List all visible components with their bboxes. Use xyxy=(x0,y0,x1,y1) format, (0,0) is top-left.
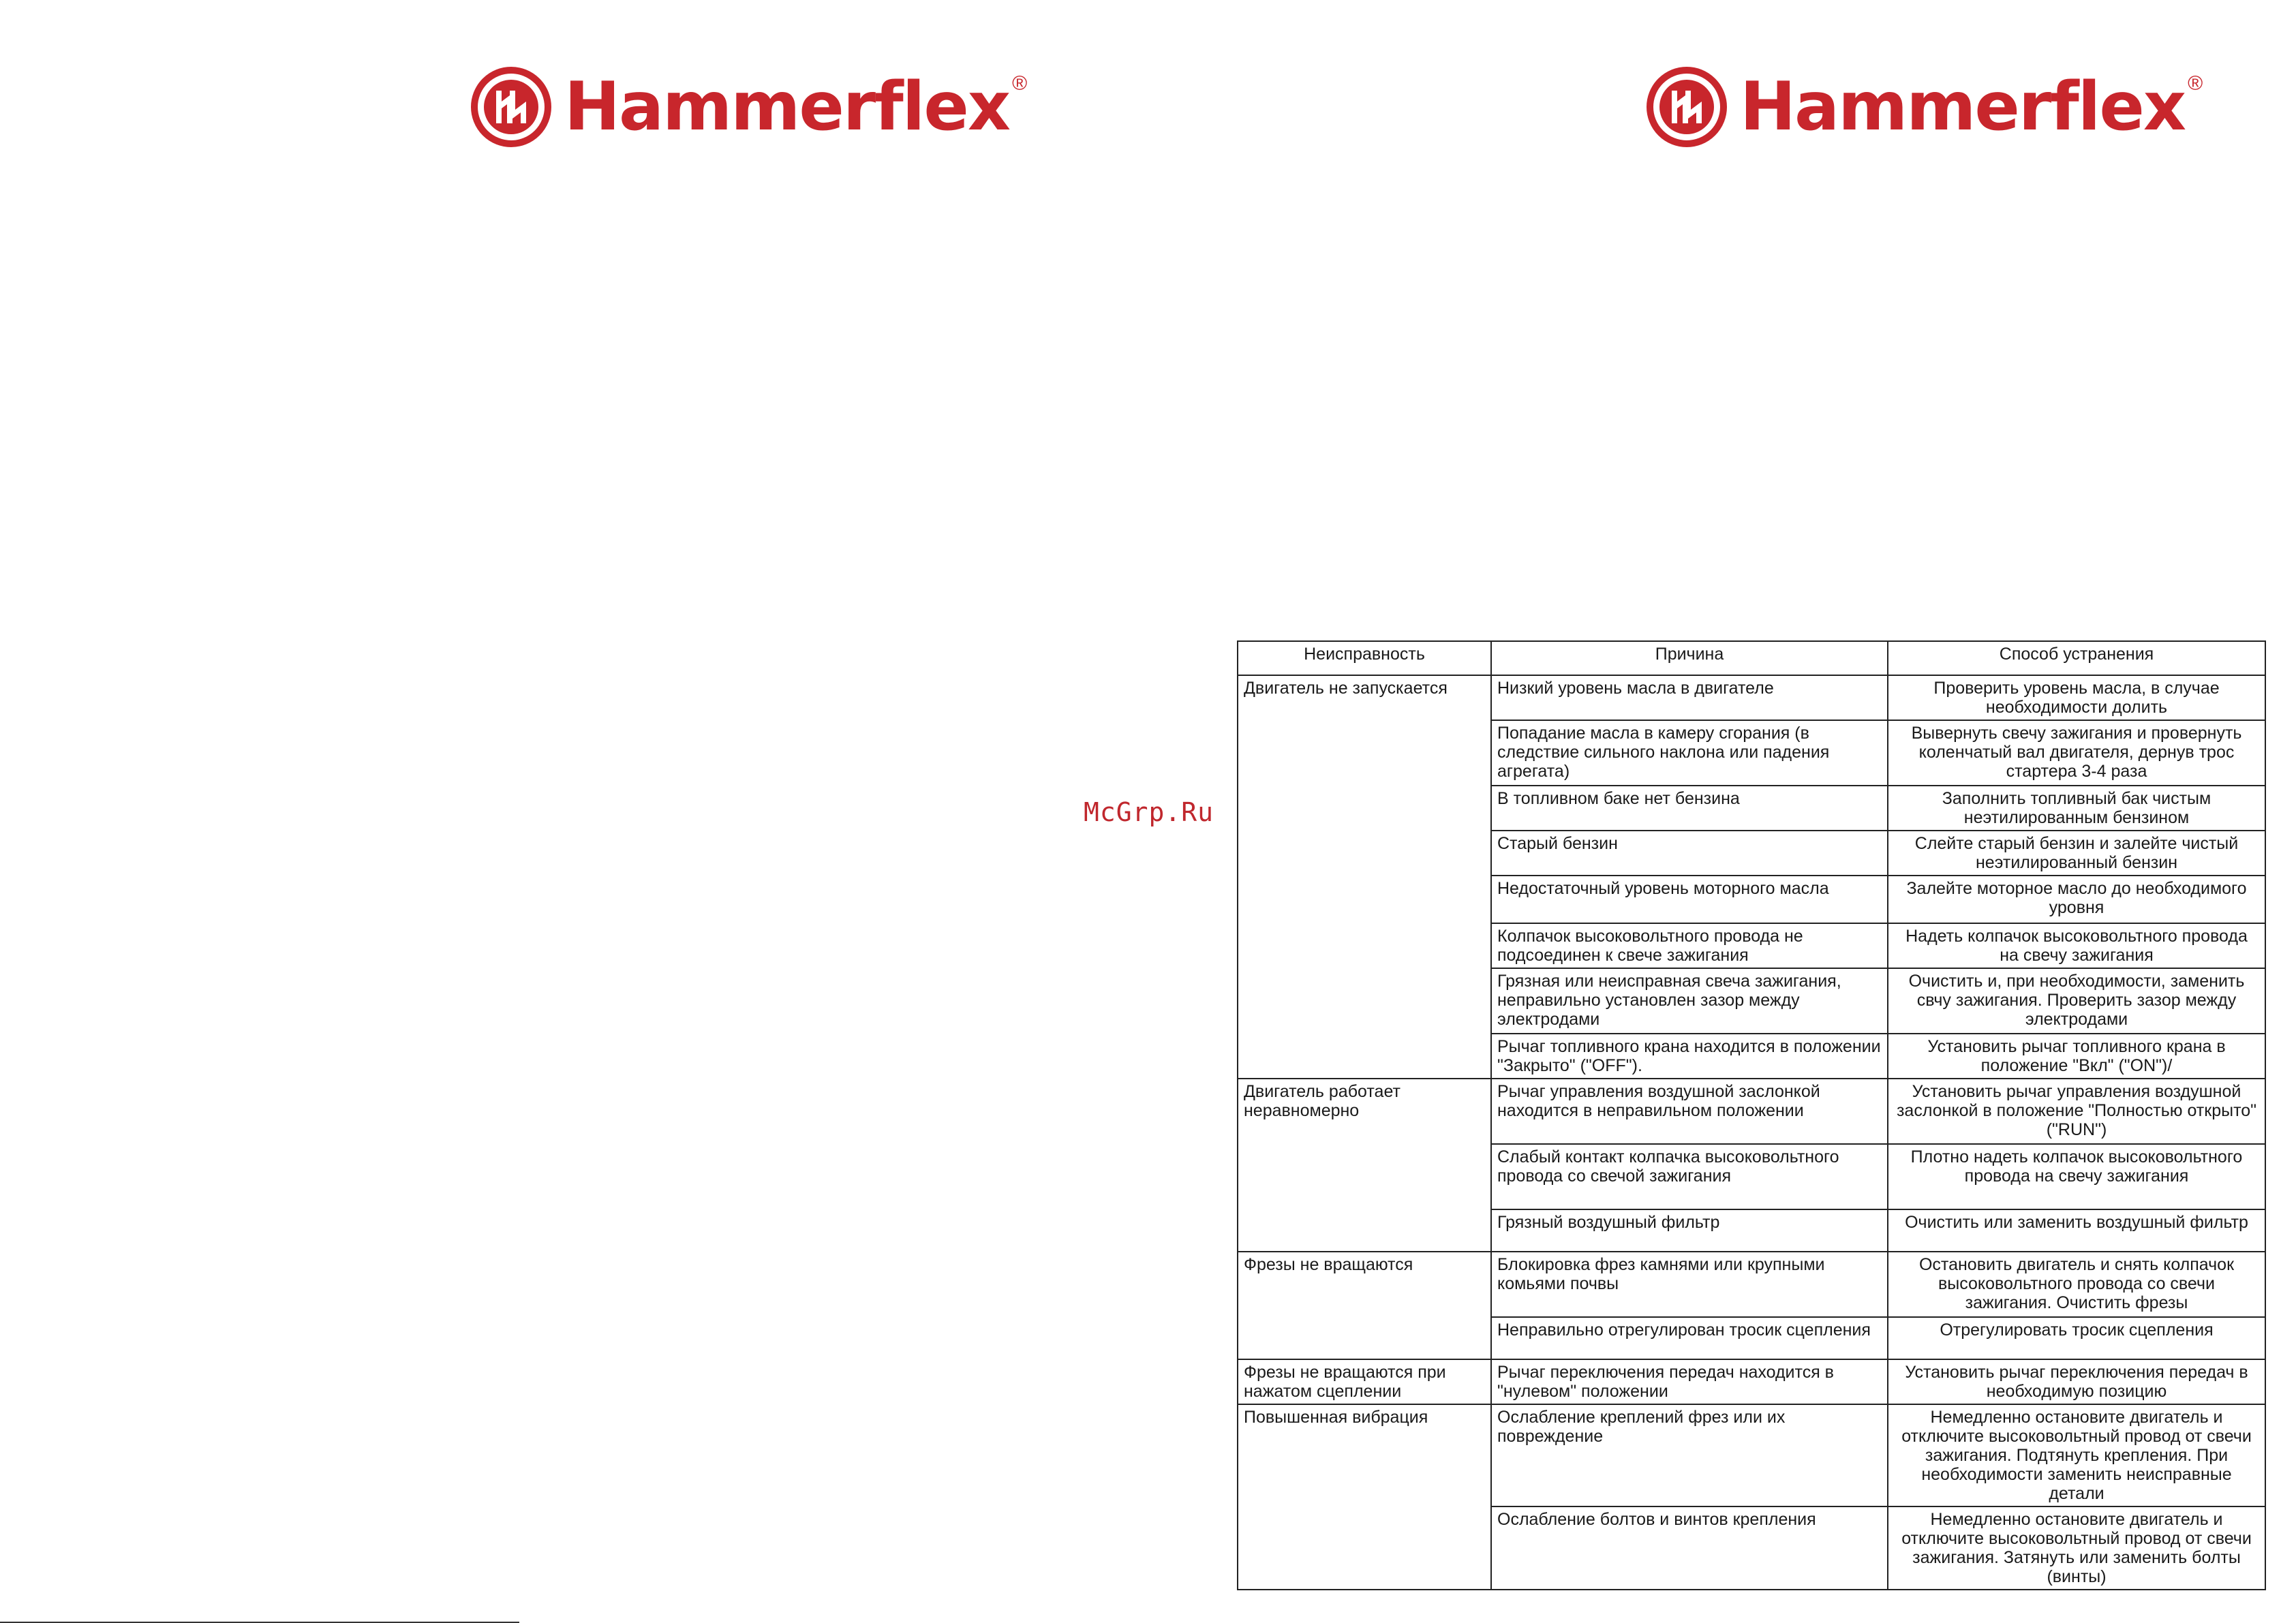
cause-cell: Рычаг топливного крана находится в положении "Закрыто" ("OFF"). xyxy=(1491,1034,1888,1079)
fix-cell: Очистить или заменить воздушный фильтр xyxy=(1888,1209,2265,1252)
fix-cell: Остановить двигатель и снять колпачок высоковольтного провода со свечи зажигания. Очистить фрезы xyxy=(1888,1252,2265,1317)
fix-cell: Слейте старый бензин и залейте чистый неэтилированный бензин xyxy=(1888,831,2265,876)
fix-cell: Вывернуть свечу зажигания и провернуть коленчатый вал двигателя, дернув трос стартера 3-4 раза xyxy=(1888,720,2265,786)
cause-cell: Ослабление креплений фрез или их повреждение xyxy=(1491,1404,1888,1506)
registered-mark: ® xyxy=(2188,72,2203,95)
cause-cell: Грязная или неисправная свеча зажигания, неправильно установлен зазор между электродами xyxy=(1491,968,1888,1034)
fix-cell: Очистить и, при необходимости, заменить свчу зажигания. Проверить зазор между электродами xyxy=(1888,968,2265,1034)
fix-cell: Немедленно остановите двигатель и отключите высоковольтный провод от свечи зажигания. Подтянуть крепления. При необходимости заменить неисправные детали xyxy=(1888,1404,2265,1506)
fix-cell: Немедленно остановите двигатель и отключите высоковольтный провод от свечи зажигания. Затянуть или заменить болты (винты) xyxy=(1888,1506,2265,1590)
brand-logo-left xyxy=(470,63,1027,151)
troubleshooting-table xyxy=(1237,640,2266,1590)
fix-cell: Установить рычаг управления воздушной заслонкой в положение "Полностью открыто" ("RUN") xyxy=(1888,1079,2265,1144)
cause-cell: Рычаг управления воздушной заслонкой находится в неправильном положении xyxy=(1491,1079,1888,1144)
fault-cell: Двигатель не запускается xyxy=(1238,675,1491,1079)
brand-logo-right xyxy=(1646,63,2203,151)
fix-cell: Надеть колпачок высоковольтного провода на свечу зажигания xyxy=(1888,923,2265,968)
fix-cell: Установить рычаг топливного крана в положение "Вкл" ("ON")/ xyxy=(1888,1034,2265,1079)
cause-cell: Старый бензин xyxy=(1491,831,1888,876)
cause-cell: Грязный воздушный фильтр xyxy=(1491,1209,1888,1252)
fix-cell: Плотно надеть колпачок высоковольтного провода на свечу зажигания xyxy=(1888,1144,2265,1209)
hammerflex-emblem-icon xyxy=(1646,66,1728,148)
cause-cell: Попадание масла в камеру сгорания (в следствие сильного наклона или падения агрегата) xyxy=(1491,720,1888,786)
table-body xyxy=(1238,675,2265,1590)
fix-cell: Установить рычаг переключения передач в необходимую позицию xyxy=(1888,1359,2265,1404)
table-row xyxy=(1238,675,2265,720)
fault-cell: Фрезы не вращаются xyxy=(1238,1252,1491,1359)
fault-cell: Фрезы не вращаются при нажатом сцеплении xyxy=(1238,1359,1491,1404)
table-header-row xyxy=(1238,641,2265,675)
cause-cell: В топливном баке нет бензина xyxy=(1491,786,1888,831)
cause-cell: Неправильно отрегулирован тросик сцепления xyxy=(1491,1317,1888,1359)
hammerflex-emblem-icon xyxy=(470,66,552,148)
cause-cell: Блокировка фрез камнями или крупными комьями почвы xyxy=(1491,1252,1888,1317)
fix-cell: Залейте моторное масло до необходимого уровня xyxy=(1888,876,2265,923)
fix-cell: Заполнить топливный бак чистым неэтилированным бензином xyxy=(1888,786,2265,831)
fix-cell: Проверить уровень масла, в случае необходимости долить xyxy=(1888,675,2265,720)
fault-cell: Повышенная вибрация xyxy=(1238,1404,1491,1590)
cause-cell: Низкий уровень масла в двигателе xyxy=(1491,675,1888,720)
fault-cell: Двигатель работает неравномерно xyxy=(1238,1079,1491,1252)
table-row xyxy=(1238,1252,2265,1317)
brand-name: Hammerflex xyxy=(1740,68,2186,146)
watermark: McGrp.Ru xyxy=(1084,797,1214,827)
table-row xyxy=(1238,1079,2265,1144)
registered-mark: ® xyxy=(1012,72,1028,95)
table-row xyxy=(1238,1404,2265,1506)
cause-cell: Колпачок высоковольтного провода не подсоединен к свече зажигания xyxy=(1491,923,1888,968)
cause-cell: Недостаточный уровень моторного масла xyxy=(1491,876,1888,923)
header-cause: Причина xyxy=(1491,641,1888,675)
cause-cell: Ослабление болтов и винтов крепления xyxy=(1491,1506,1888,1590)
header-fault: Неисправность xyxy=(1238,641,1491,675)
table-row xyxy=(1238,1359,2265,1404)
cause-cell: Рычаг переключения передач находится в "нулевом" положении xyxy=(1491,1359,1888,1404)
brand-name: Hammerflex xyxy=(564,68,1010,146)
header-fix: Способ устранения xyxy=(1888,641,2265,675)
cause-cell: Слабый контакт колпачка высоковольтного провода со свечой зажигания xyxy=(1491,1144,1888,1209)
fix-cell: Отрегулировать тросик сцепления xyxy=(1888,1317,2265,1359)
